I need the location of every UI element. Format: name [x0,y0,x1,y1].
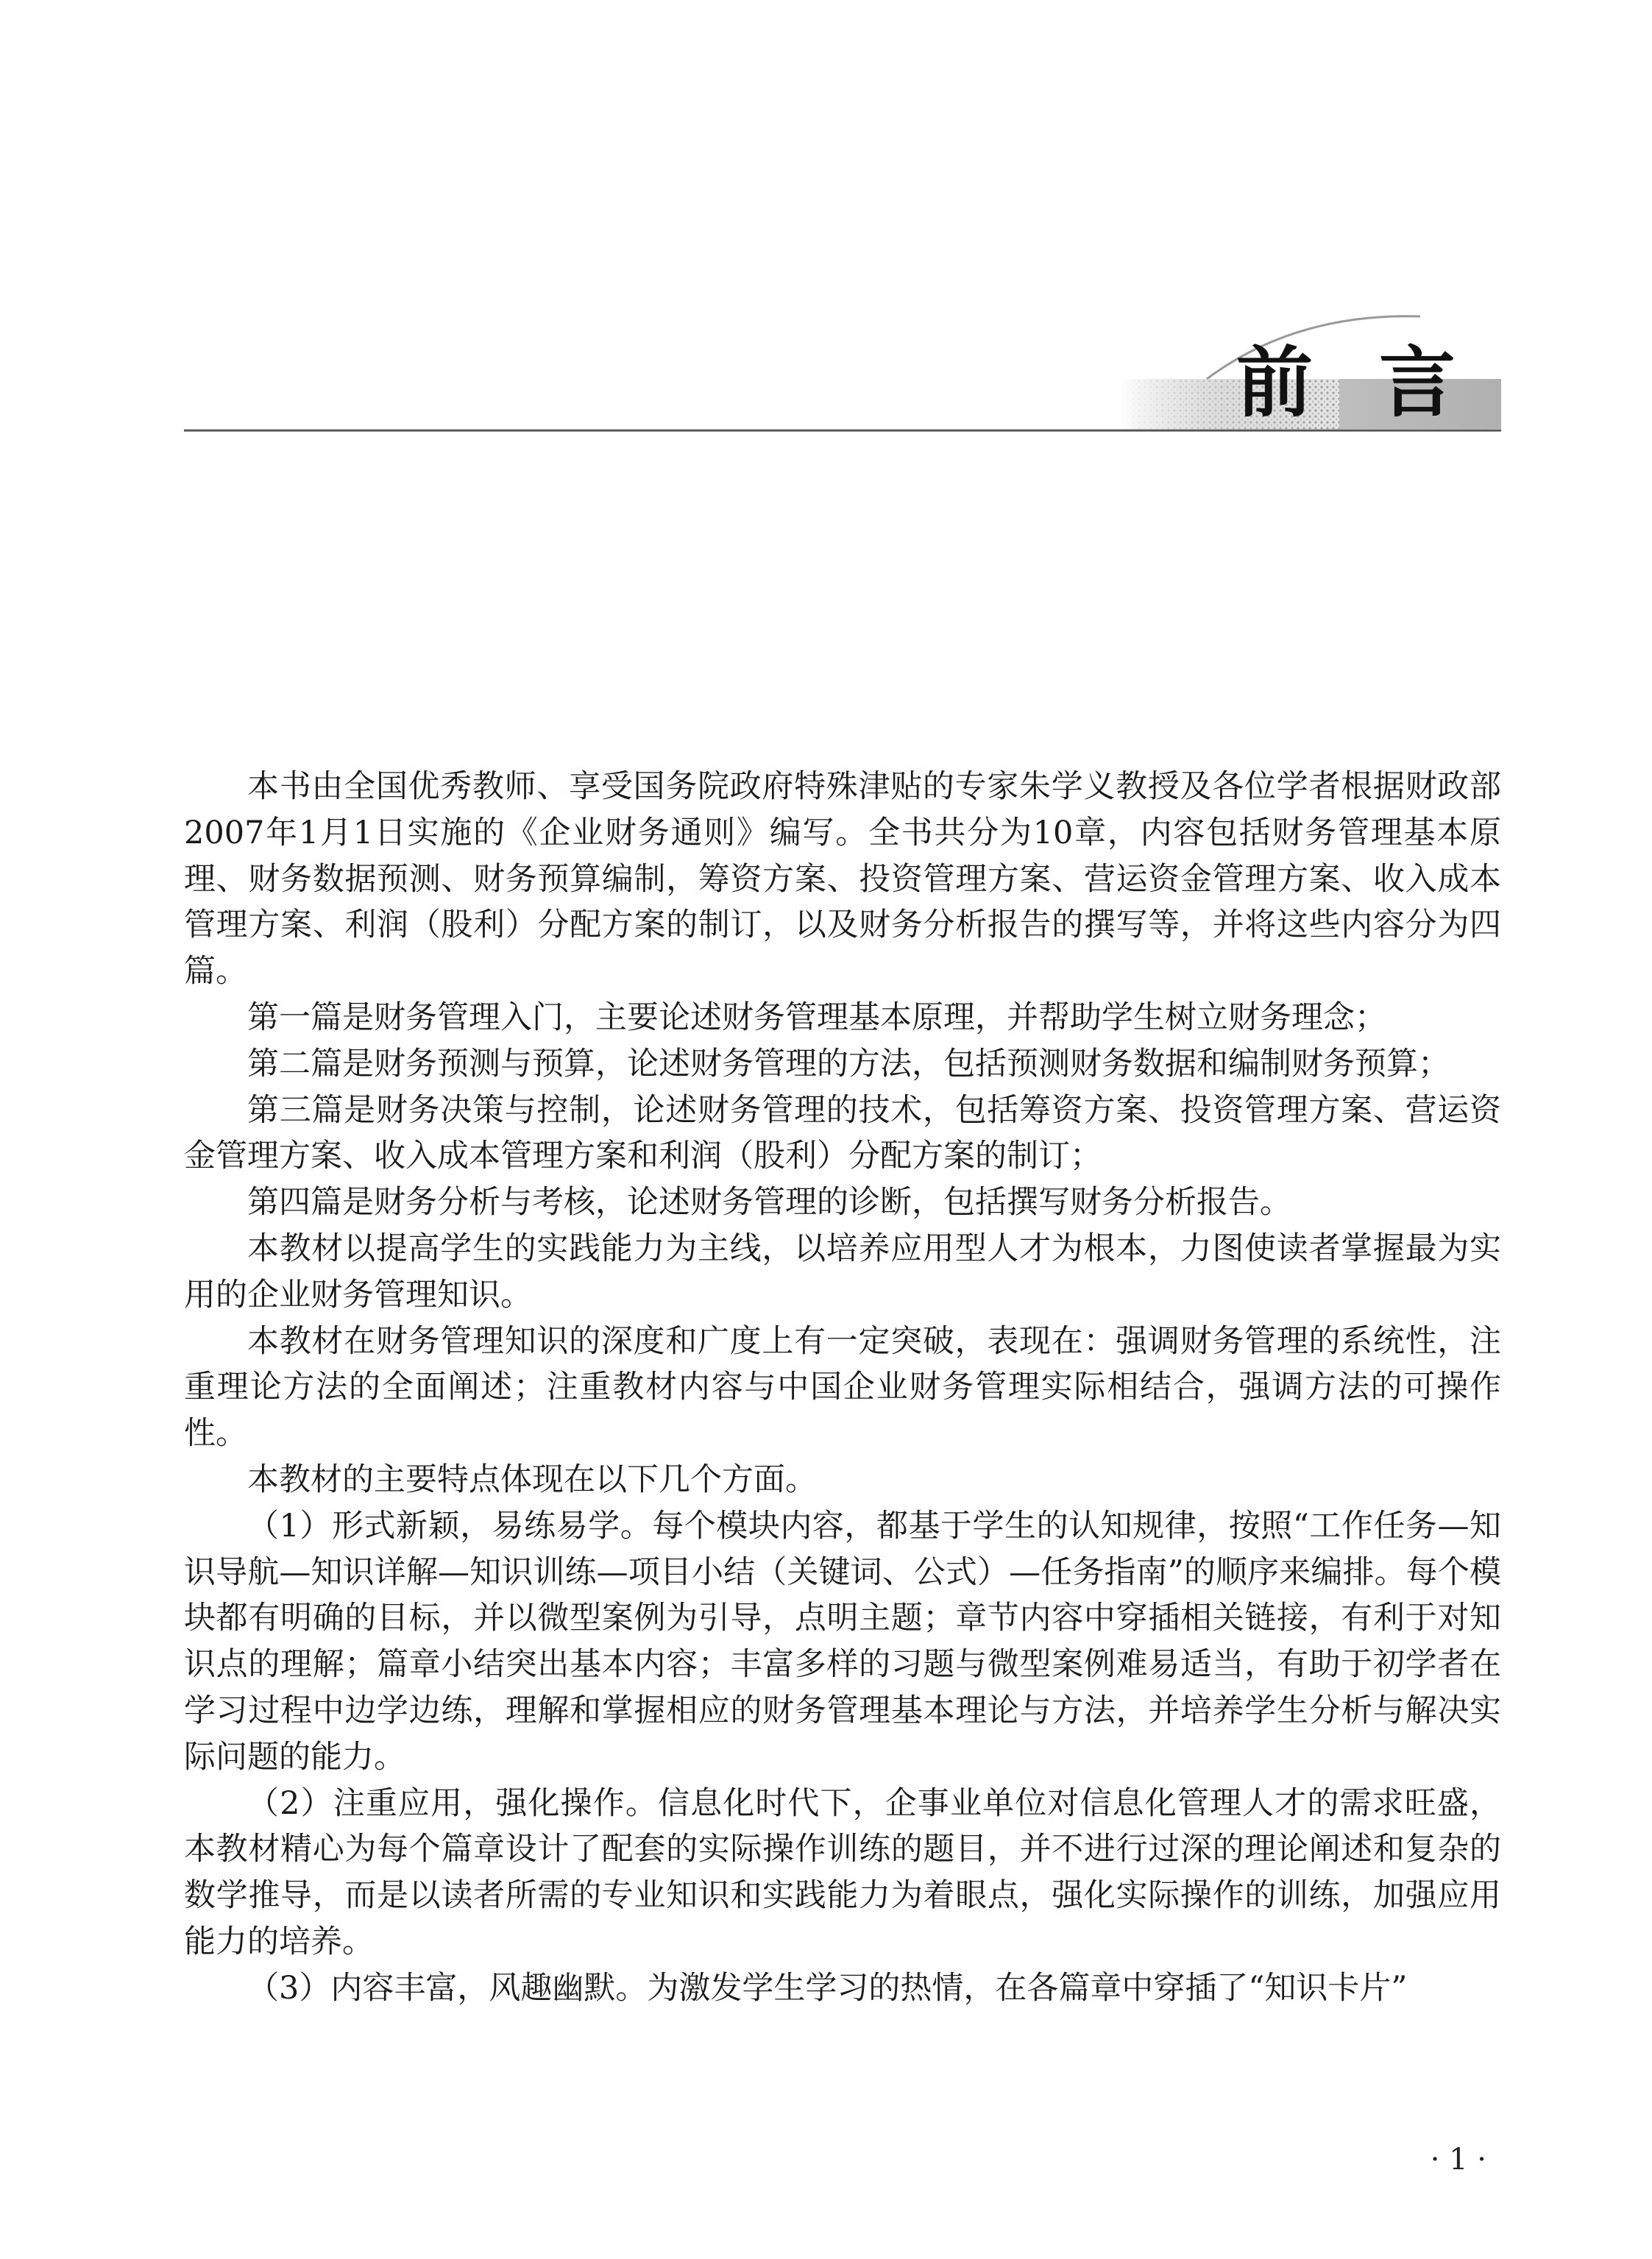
paragraph: 本教材在财务管理知识的深度和广度上有一定突破，表现在：强调财务管理的系统性，注重理论方法的全面阐述；注重教材内容与中国企业财务管理实际相结合，强调方法的可操作性。 [184,1322,1501,1453]
paragraph: 第一篇是财务管理入门，主要论述财务管理基本原理，并帮助学生树立财务理念； [247,999,1386,1036]
page-number: · 1 · [1430,2143,1486,2177]
paragraph: 第三篇是财务决策与控制，论述财务管理的技术，包括筹资方案、投资管理方案、营运资金管理方案、收入成本管理方案和利润（股利）分配方案的制订； [184,1091,1501,1175]
paragraph: 本教材的主要特点体现在以下几个方面。 [247,1461,817,1498]
paragraph: （3）内容丰富，风趣幽默。为激发学生学习的热情，在各篇章中穿插了“知识卡片” [247,1969,1408,2007]
paragraph: 本教材以提高学生的实践能力为主线，以培养应用型人才为根本，力图使读者掌握最为实用的企业财务管理知识。 [184,1230,1501,1313]
paragraph: （1）形式新颖，易练易学。每个模块内容，都基于学生的认知规律，按照“工作任务—知识导航—知识详解—知识训练—项目小结（关键词、公式）—任务指南”的顺序来编排。每个模块都有明确的目标，并以微型案例为引导，点明主题；章节内容中穿插相关链接，有利于对知识点的理解；篇章小结突出基本内容；丰富多样的习题与微型案例难易适当，有助于初学者在学习过程中边学边练，理解和掌握相应的财务管理基本理论与方法，并培养学生分析与解决实际问题的能力。 [184,1507,1501,1776]
paragraph: 本书由全国优秀教师、享受国务院政府特殊津贴的专家朱学义教授及各位学者根据财政部2007年1月1日实施的《企业财务通则》编写。全书共分为10章，内容包括财务管理基本原理、财务数据预测、财务预算编制，筹资方案、投资管理方案、营运资金管理方案、收入成本管理方案、利润（股利）分配方案的制订，以及财务分析报告的撰写等，并将这些内容分为四篇。 [184,768,1501,990]
paragraph: 第四篇是财务分析与考核，论述财务管理的诊断，包括撰写财务分析报告。 [247,1184,1291,1221]
paragraph: （2）注重应用，强化操作。信息化时代下，企事业单位对信息化管理人才的需求旺盛，本教材精心为每个篇章设计了配套的实际操作训练的题目，并不进行过深的理论阐述和复杂的数学推导，而是以读者所需的专业知识和实践能力为着眼点，强化实际操作的训练，加强应用能力的培养。 [184,1784,1501,1960]
paragraph: 第二篇是财务预测与预算，论述财务管理的方法，包括预测财务数据和编制财务预算； [247,1045,1450,1082]
body-text [184,764,1501,2012]
page-title: 前言 [1236,338,1522,428]
